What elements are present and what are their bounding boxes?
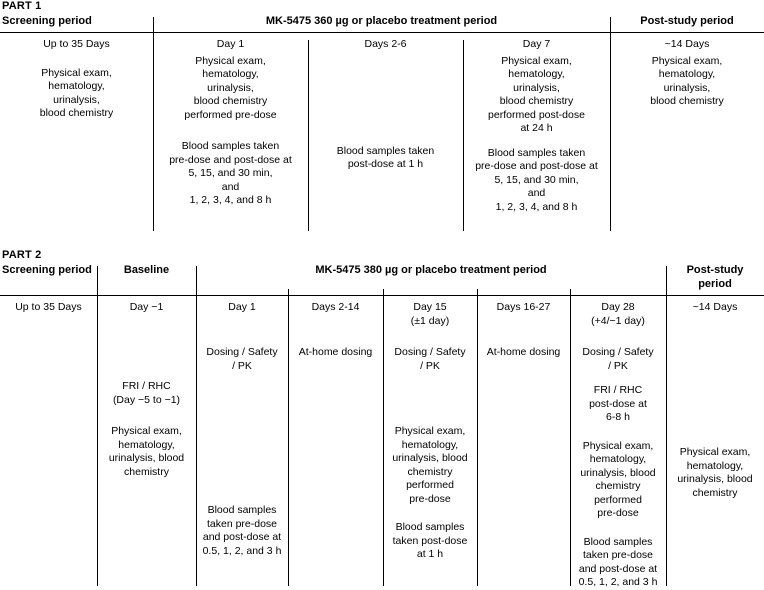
part-1-text-poststudy-assessments: Physical exam, hematology, urinalysis, blood chemistry	[650, 54, 724, 107]
part-2-text-day1-blood-samples: Blood samples taken pre-dose and post-dose at 0.5, 1, 2, and 3 h	[202, 504, 282, 557]
part-1-vline-screening	[153, 17, 154, 231]
part-1-period-poststudy: Post-study period	[640, 15, 734, 27]
part-1-label: PART 1	[2, 0, 42, 12]
part-1-day-col-4: ~14 Days	[664, 38, 710, 50]
part-2-text-day1-dosing: Dosing / Safety / PK	[206, 346, 278, 372]
part-1-text-day7-assessments: Physical exam, hematology, urinalysis, blood chemistry performed post-dose at 24 h	[488, 54, 585, 134]
part-1-cell-screening	[0, 55, 153, 225]
part-2-text-day15-blood-samples: Blood samples taken post-dose at 1 h	[392, 521, 468, 560]
part-1-text-day7-blood-samples: Blood samples taken pre-dose and post-dose at 5, 15, and 30 min, and 1, 2, 3, 4, and 8 h	[475, 146, 598, 213]
part-2-cell-days16-27	[477, 331, 570, 576]
part-1-cell-day1	[153, 55, 308, 225]
part-1-text-day1-blood-samples: Blood samples taken pre-dose and post-dose at 5, 15, and 30 min, and 1, 2, 3, 4, and 8 h	[169, 140, 292, 206]
part-2-day-col-3: Days 2-14	[311, 301, 360, 313]
part-2-text-day28-assessments: Physical exam, hematology, urinalysis, blood chemistry performed pre-dose	[580, 439, 656, 519]
part-2-label: PART 2	[2, 249, 42, 261]
part-2-day-col-0: Up to 35 Days	[15, 301, 82, 313]
part-1-section	[0, 0, 764, 225]
part-2-vline-day28	[666, 266, 667, 586]
part-2-text-day15-dosing: Dosing / Safety / PK	[394, 346, 466, 372]
part-2-day-col-6: Day 28 (+4/−1 day)	[591, 301, 645, 327]
part-2-period-treatment: MK-5475 380 µg or placebo treatment period	[315, 264, 547, 276]
part-1-vline-days2-6	[463, 40, 464, 231]
part-2-cell-poststudy	[666, 331, 764, 576]
part-2-day-col-2: Day 1	[228, 301, 256, 313]
part-2-period-screening: Screening period	[2, 264, 92, 276]
part-2-day-col-1: Day −1	[129, 301, 164, 313]
part-1-text-screening-assessments: Physical exam, hematology, urinalysis, blood chemistry	[39, 66, 114, 119]
part-2-day-header-row	[0, 296, 764, 331]
part-2-vline-days2-14	[383, 289, 384, 586]
part-1-vline-day7	[610, 17, 611, 231]
part-2-cell-day15	[383, 331, 477, 576]
part-2-cell-screening	[0, 331, 97, 576]
part-1-day-col-3: Day 7	[522, 38, 551, 50]
part-2-vline-day15	[477, 289, 478, 586]
part-2-day-col-7: ~14 Days	[692, 301, 738, 313]
part-2-cell-day1	[196, 331, 288, 576]
part-2-text-day28-fri-rhc: FRI / RHC post-dose at 6-8 h	[589, 384, 647, 423]
part-1-cell-day7	[463, 55, 610, 225]
part-2-vline-days16-27	[570, 289, 571, 586]
part-1-text-day1-assessments: Physical exam, hematology, urinalysis, blood chemistry performed pre-dose	[184, 54, 277, 121]
part-1-period-header-row	[0, 13, 764, 32]
part-2-text-baseline-assessments: Physical exam, hematology, urinalysis, blood chemistry	[108, 425, 185, 478]
part-2-text-days2-14-dosing: At-home dosing	[298, 346, 373, 358]
part-2-period-baseline: Baseline	[123, 264, 170, 276]
part-2-text-day28-blood-samples: Blood samples taken pre-dose and post-dose at 0.5, 1, 2, and 3 h	[578, 535, 658, 588]
part-2-cell-day28	[570, 331, 666, 588]
part-2-section	[0, 249, 764, 588]
part-1-day-col-0: Up to 35 Days	[43, 38, 110, 50]
part-2-cell-days2-14	[288, 331, 383, 576]
part-2-text-day15-assessments: Physical exam, hematology, urinalysis, blood chemistry performed pre-dose	[392, 425, 468, 505]
part-1-day-col-1: Day 1	[216, 38, 245, 50]
part-2-text-baseline-fri-rhc: FRI / RHC (Day −5 to −1)	[112, 380, 181, 406]
part-1-period-screening: Screening period	[2, 15, 92, 27]
part-2-body-row	[0, 331, 764, 588]
part-2-vline-baseline	[196, 266, 197, 586]
part-2-vline-screening	[97, 266, 98, 586]
part-1-grid	[0, 13, 764, 225]
part-1-period-treatment: MK-5475 360 µg or placebo treatment period	[265, 15, 498, 27]
part-2-day-col-4: Day 15 (±1 day)	[410, 301, 450, 327]
part-2-text-days16-27-dosing: At-home dosing	[486, 346, 561, 358]
part-2-text-poststudy-assessments: Physical exam, hematology, urinalysis, blood chemistry	[677, 446, 753, 499]
part-1-day-col-2: Days 2-6	[364, 38, 407, 50]
part-2-period-header-row	[0, 262, 764, 295]
part-1-cell-poststudy	[610, 55, 764, 225]
part-1-vline-day1	[308, 40, 309, 231]
part-1-text-days2-6-blood-samples: Blood samples taken post-dose at 1 h	[336, 144, 435, 170]
part-2-period-poststudy: Post-study period	[686, 264, 744, 290]
part-1-day-header-row	[0, 33, 764, 55]
part-1-cell-days2-6	[308, 55, 463, 225]
part-2-cell-baseline	[97, 331, 196, 576]
part-2-day-col-5: Days 16-27	[496, 301, 551, 313]
part-2-text-day28-dosing: Dosing / Safety / PK	[582, 346, 654, 372]
part-2-grid	[0, 262, 764, 588]
part-1-body-row	[0, 55, 764, 225]
part-2-vline-day1	[288, 289, 289, 586]
